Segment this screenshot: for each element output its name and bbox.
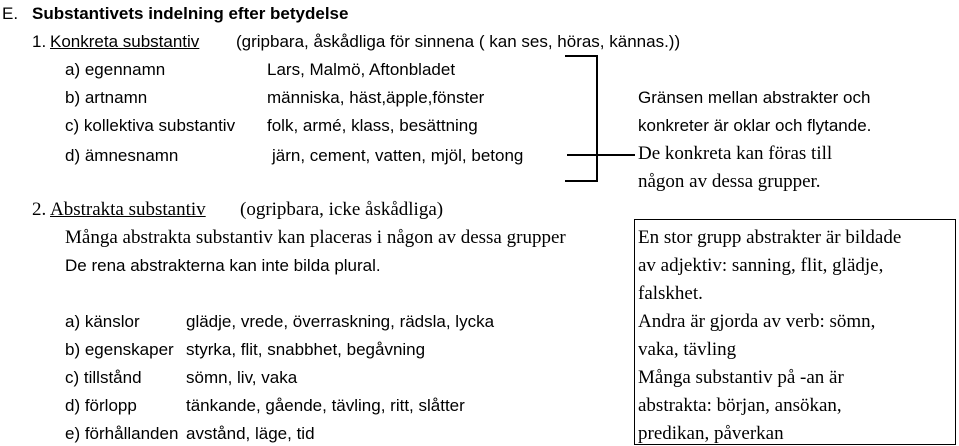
s1-examples-a: Lars, Malmö, Aftonbladet	[267, 60, 456, 79]
s1-examples-b: människa, häst,äpple,fönster	[267, 88, 485, 107]
s2-label-e: e) förhållanden	[65, 424, 179, 443]
note2-line-8: predikan, påverkan	[638, 423, 784, 444]
note2-line-2: av adjektiv: sanning, flit, glädje,	[638, 255, 884, 276]
s1-label-b: b) artnamn	[65, 88, 148, 107]
section2-number: 2.	[32, 199, 47, 220]
s2-examples-c: sömn, liv, vaka	[186, 368, 298, 387]
s2-label-c: c) tillstånd	[65, 368, 142, 387]
section1-term: Konkreta substantiv	[50, 32, 200, 51]
section2-term: Abstrakta substantiv	[50, 199, 206, 220]
note1-line-2: konkreter är oklar och flytande.	[638, 116, 872, 135]
note2-line-5: vaka, tävling	[638, 339, 737, 360]
s2-examples-a: glädje, vrede, överraskning, rädsla, lycka	[186, 312, 495, 331]
s2-label-a: a) känslor	[65, 312, 140, 331]
note1-line-4: någon av dessa grupper.	[638, 171, 821, 192]
heading-letter: E.	[2, 4, 19, 23]
s1-label-d: d) ämnesnamn	[65, 146, 179, 165]
s2-label-d: d) förlopp	[65, 396, 137, 415]
section1-number: 1.	[32, 32, 47, 51]
note2-line-3: falskhet.	[638, 283, 703, 304]
section2-line-2: De rena abstrakterna kan inte bilda plural.	[65, 256, 381, 275]
note1-line-1: Gränsen mellan abstrakter och	[638, 88, 871, 107]
heading-title: Substantivets indelning efter betydelse	[32, 4, 349, 23]
section2-desc: (ogripbara, icke åskådliga)	[240, 199, 444, 220]
s2-examples-e: avstånd, läge, tid	[186, 424, 315, 443]
note2-line-7: abstrakta: början, ansökan,	[638, 395, 842, 416]
s1-examples-c: folk, armé, klass, besättning	[267, 116, 478, 135]
note2-line-1: En stor grupp abstrakter är bildade	[638, 227, 902, 248]
note1-line-3: De konkreta kan föras till	[638, 143, 833, 164]
s1-label-a: a) egennamn	[65, 60, 166, 79]
s2-examples-b: styrka, flit, snabbhet, begåvning	[186, 340, 426, 359]
section1-desc: (gripbara, åskådliga för sinnena ( kan ses, höras, kännas.))	[236, 32, 681, 51]
section2-line-1: Många abstrakta substantiv kan placeras i någon av dessa grupper	[65, 227, 566, 248]
s1-examples-d: järn, cement, vatten, mjöl, betong	[272, 146, 524, 165]
s2-label-b: b) egenskaper	[65, 340, 174, 359]
s2-examples-d: tänkande, gående, tävling, ritt, slåtter	[186, 396, 465, 415]
note2-line-6: Många substantiv på -an är	[638, 367, 844, 388]
note2-line-4: Andra är gjorda av verb: sömn,	[638, 311, 876, 332]
s1-label-c: c) kollektiva substantiv	[65, 116, 236, 135]
